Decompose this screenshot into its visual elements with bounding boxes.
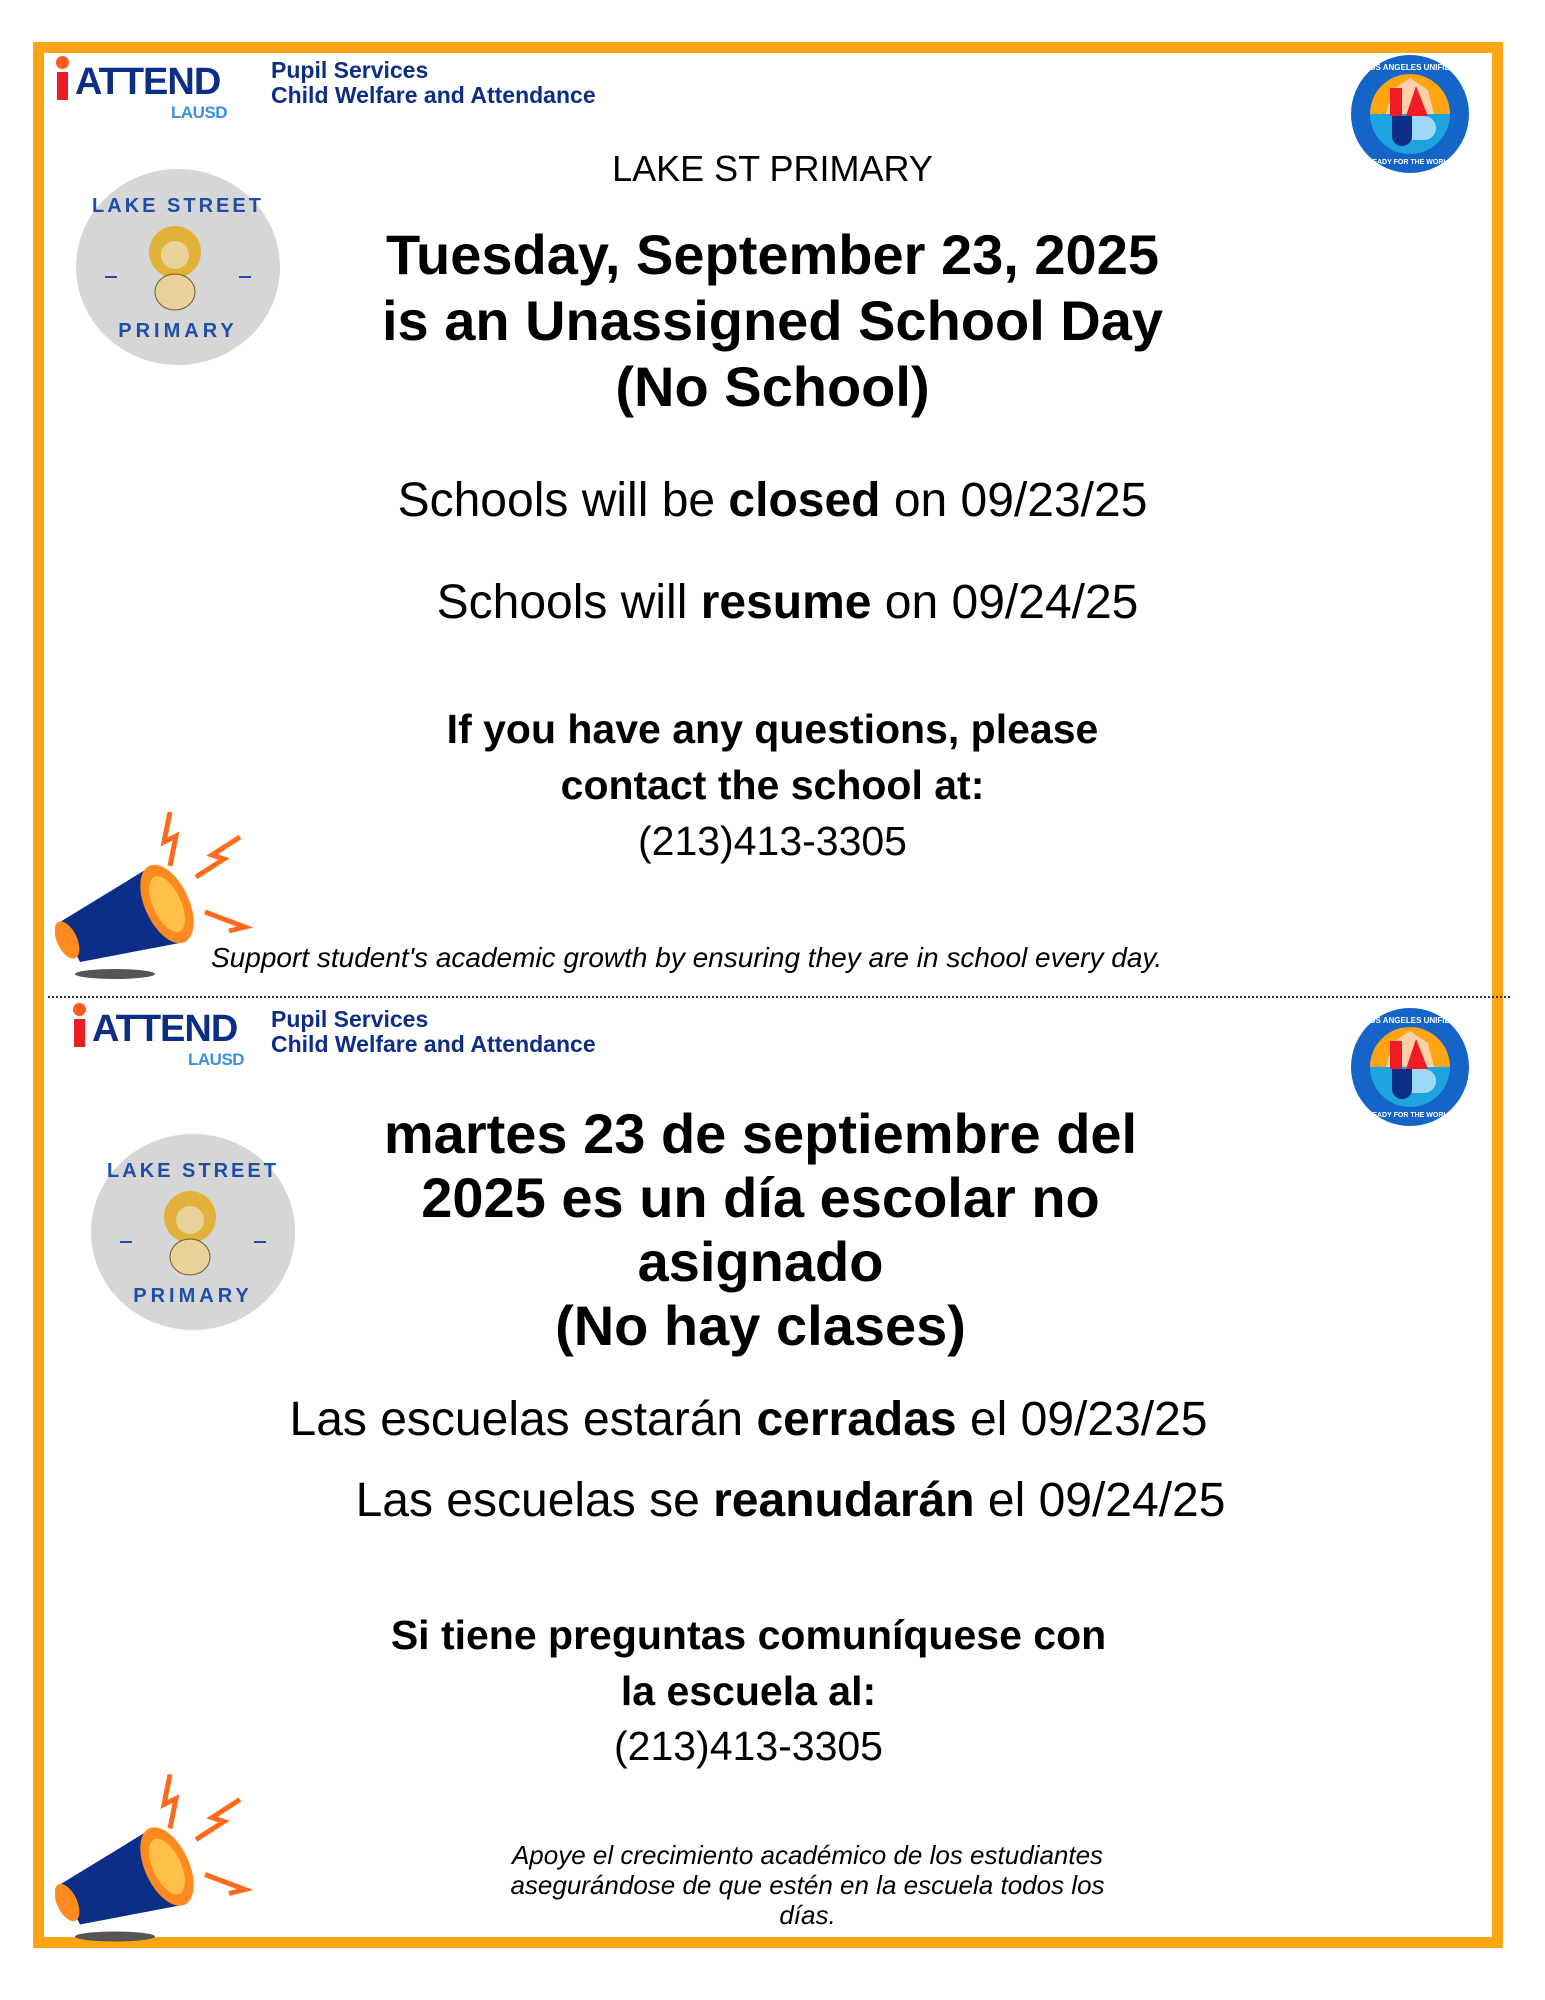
svg-text:READY FOR THE WORLD: READY FOR THE WORLD	[1367, 1112, 1453, 1119]
text: el 09/24/25	[974, 1474, 1226, 1527]
text: on 09/23/25	[880, 474, 1148, 527]
logo-attend: ATTEND	[92, 1008, 238, 1050]
resume-line	[15, 575, 1545, 631]
spanish-footer	[35, 1840, 1545, 1930]
child-welfare-attendance: Child Welfare and Attendance	[271, 82, 596, 108]
closed-line	[0, 1392, 1521, 1448]
logo-dot-icon	[73, 1003, 86, 1016]
svg-text:LAKE STREET: LAKE STREET	[107, 1160, 279, 1182]
pupil-services: Pupil Services	[271, 57, 429, 83]
logo-i-bar	[57, 72, 68, 100]
text: Las escuelas se	[355, 1474, 714, 1527]
bold-text: cerradas	[756, 1393, 957, 1446]
iattend-logo	[53, 56, 253, 122]
title-line: (No School)	[615, 355, 930, 418]
bold-text: reanudarán	[713, 1474, 975, 1527]
text: Las escuelas estarán	[289, 1393, 757, 1446]
divider	[48, 996, 1510, 998]
bold-text: closed	[728, 474, 881, 527]
english-title	[0, 222, 1545, 420]
footer-line: asegurándose de que estén en la escuela todos los	[510, 1870, 1105, 1900]
footer-line: Apoye el crecimiento académico de los estudiantes	[511, 1840, 1104, 1870]
iattend-logo	[70, 1003, 270, 1069]
title-line: (No hay clases)	[555, 1294, 966, 1357]
questions-line: contact the school at:	[560, 762, 985, 808]
questions-line: Si tiene preguntas comuníquese con	[390, 1612, 1107, 1658]
school-name: LAKE ST PRIMARY	[612, 148, 933, 189]
header-text	[271, 58, 596, 108]
header-text	[271, 1007, 596, 1057]
questions	[0, 1607, 1521, 1719]
logo-i-bar	[74, 1019, 85, 1047]
questions-line: If you have any questions, please	[446, 706, 1099, 752]
resume-line	[18, 1473, 1545, 1529]
svg-text:LAKE STREET: LAKE STREET	[92, 195, 264, 217]
pupil-services: Pupil Services	[271, 1006, 429, 1032]
svg-text:READY FOR THE WORLD: READY FOR THE WORLD	[1367, 159, 1453, 166]
text: on 09/24/25	[871, 576, 1139, 629]
svg-text:PRIMARY: PRIMARY	[118, 320, 238, 342]
text: el 09/23/25	[956, 1393, 1208, 1446]
logo-dot-icon	[56, 56, 69, 69]
svg-text:PRIMARY: PRIMARY	[133, 1285, 253, 1307]
logo-lausd: LAUSD	[171, 103, 228, 122]
spanish-title	[0, 1102, 1533, 1358]
phone-number: (213)413-3305	[638, 818, 907, 864]
phone-number: (213)413-3305	[614, 1723, 883, 1769]
english-footer: Support student's academic growth by ensuring they are in school every day.	[211, 942, 1163, 973]
svg-text:LOS ANGELES UNIFIED: LOS ANGELES UNIFIED	[1364, 63, 1456, 72]
text: Schools will	[436, 576, 701, 629]
svg-text:LOS ANGELES UNIFIED: LOS ANGELES UNIFIED	[1364, 1016, 1456, 1025]
questions	[0, 701, 1545, 813]
title-line: Tuesday, September 23, 2025	[386, 223, 1159, 286]
footer-line: días.	[779, 1900, 836, 1930]
title-line: martes 23 de septiembre del	[383, 1102, 1138, 1165]
logo-attend: ATTEND	[75, 61, 221, 103]
questions-line: la escuela al:	[620, 1668, 877, 1714]
logo-lausd: LAUSD	[188, 1050, 245, 1069]
closed-line	[0, 473, 1545, 529]
child-welfare-attendance: Child Welfare and Attendance	[271, 1031, 596, 1057]
title-line: asignado	[637, 1230, 884, 1293]
title-line: 2025 es un día escolar no	[421, 1166, 1100, 1229]
title-line: is an Unassigned School Day	[381, 289, 1164, 352]
text: Schools will be	[397, 474, 729, 527]
bold-text: resume	[700, 576, 872, 629]
